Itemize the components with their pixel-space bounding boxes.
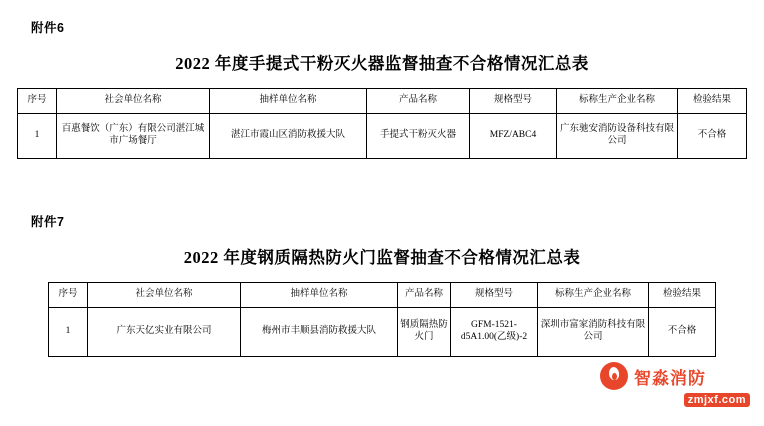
cell-maker: 深圳市富家消防科技有限公司 xyxy=(538,308,649,357)
section-attachment-7 xyxy=(0,212,764,357)
section-attachment-6 xyxy=(0,18,764,159)
col-header-unit: 社会单位名称 xyxy=(88,283,241,308)
cell-product: 钢质隔热防火门 xyxy=(398,308,451,357)
col-header-result: 检验结果 xyxy=(649,283,716,308)
cell-sampling-unit: 湛江市霞山区消防救援大队 xyxy=(210,114,367,159)
summary-table-7 xyxy=(48,282,716,357)
col-header-maker: 标称生产企业名称 xyxy=(538,283,649,308)
watermark xyxy=(600,362,750,416)
cell-sampling-unit: 梅州市丰顺县消防救援大队 xyxy=(241,308,398,357)
summary-table-6 xyxy=(17,88,747,159)
watermark-url: zmjxf.com xyxy=(684,393,750,407)
col-header-seq: 序号 xyxy=(18,89,57,114)
cell-seq: 1 xyxy=(49,308,88,357)
col-header-sampling-unit: 抽样单位名称 xyxy=(241,283,398,308)
table-row xyxy=(18,114,747,159)
col-header-product: 产品名称 xyxy=(398,283,451,308)
table-title-6: 2022 年度手提式干粉灭火器监督抽查不合格情况汇总表 xyxy=(175,54,589,73)
cell-result: 不合格 xyxy=(649,308,716,357)
attachment-label-6: 附件6 xyxy=(31,21,65,35)
table-header-row xyxy=(18,89,747,114)
col-header-sampling-unit: 抽样单位名称 xyxy=(210,89,367,114)
cell-unit: 广东天亿实业有限公司 xyxy=(88,308,241,357)
table-row xyxy=(49,308,716,357)
col-header-result: 检验结果 xyxy=(678,89,747,114)
cell-spec: GFM-1521-d5A1.00(乙级)-2 xyxy=(451,308,538,357)
table-title-7: 2022 年度钢质隔热防火门监督抽查不合格情况汇总表 xyxy=(183,248,581,267)
table-header-row xyxy=(49,283,716,308)
col-header-seq: 序号 xyxy=(49,283,88,308)
col-header-unit: 社会单位名称 xyxy=(57,89,210,114)
attachment-label-7: 附件7 xyxy=(31,215,65,229)
watermark-name: 智淼消防 xyxy=(634,368,706,388)
cell-maker: 广东驰安消防设备科技有限公司 xyxy=(557,114,678,159)
col-header-spec: 规格型号 xyxy=(470,89,557,114)
watermark-brand xyxy=(600,362,750,390)
col-header-maker: 标称生产企业名称 xyxy=(557,89,678,114)
cell-unit: 百惠餐饮（广东）有限公司湛江城市广场餐厅 xyxy=(57,114,210,159)
cell-seq: 1 xyxy=(18,114,57,159)
cell-product: 手提式干粉灭火器 xyxy=(367,114,470,159)
cell-spec: MFZ/ABC4 xyxy=(470,114,557,159)
col-header-spec: 规格型号 xyxy=(451,283,538,308)
flame-icon xyxy=(600,362,628,390)
cell-result: 不合格 xyxy=(678,114,747,159)
col-header-product: 产品名称 xyxy=(367,89,470,114)
watermark-url-wrap xyxy=(600,390,750,408)
